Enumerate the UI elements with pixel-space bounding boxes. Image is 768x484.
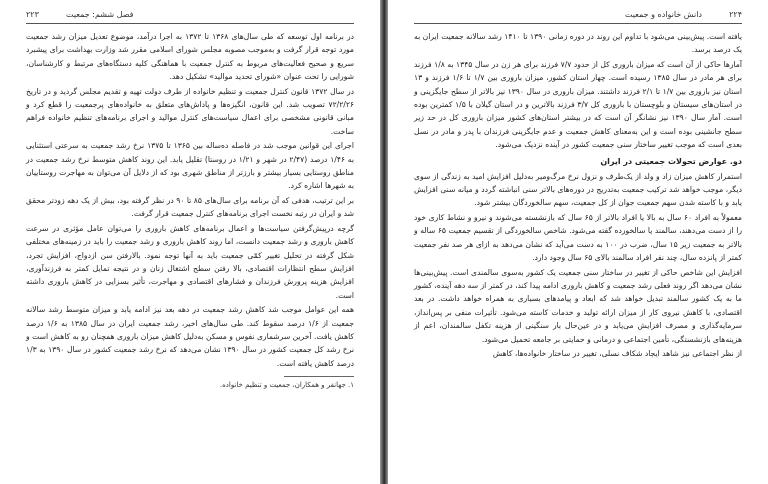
left-footnote: ۱. جهانفر و همکاران، جمعیت و تنظیم خانواده.: [219, 381, 354, 390]
left-page-header: [26, 10, 354, 24]
left-paragraph-2: در سال ۱۳۷۲ قانون کنترل جمعیت و تنظیم خانواده از طرف دولت تهیه و تقدیم مجلس گردید و در تاریخ ۷۲/۲/۲۶ تصویب شد. این قانون، انگیزه‌ها و پاداش‌های متعلق به خانواده‌های پرجمعیت را قطع کرد و مبانی قانونی مشخصی برای اعمال سیاست‌های کنترل موالید و اجرای برنامه‌های تنظیم خانواده فراهم ساخت.: [26, 86, 354, 136]
right-page: [388, 0, 768, 484]
left-paragraph-3: اجرای این قوانین موجب شد در فاصله ده‌ساله بین ۱۳۶۵ تا ۱۳۷۵ نرخ رشد جمعیت به سرعتی استثنایی به ۱/۴۶ درصد (۲/۴۷ در شهر و ۱/۲۱ در روستا) تقلیل یابد. این روند کاهش متوسط نرخ رشد جمعیت در مناطق روستایی بسیار بیشتر و بارزتر از مناطق شهری بود که از دلایل آن می‌توان به مهاجرت روستاییان به شهرها اشاره کرد.: [26, 141, 354, 191]
right-paragraph-6: از نظر اجتماعی نیز شاهد ایجاد شکاف نسلی، تغییر در ساختار خانواده‌ها، کاهش: [492, 348, 742, 358]
right-page-number: ۲۲۴: [729, 10, 742, 19]
left-page-number: ۲۲۳: [26, 10, 39, 19]
left-paragraph-6: همه این عوامل موجب شد کاهش رشد جمعیت در دهه بعد نیز ادامه یابد و میزان متوسط رشد سالانه جمعیت از ۱/۶ درصد سقوط کند. طی سال‌های اخیر، رشد جمعیت ایران در سال ۱۳۸۵ به ۱/۶ درصد کاهش یافت. آخرین سرشماری نفوس و مسکن به‌دلیل کاهش میزان باروری همچنان رو به کاهش است و نرخ رشد کل جمعیت کشور در سال ۱۳۹۰ نشان می‌دهد که نرخ رشد جمعیت کشور در سال ۱۳۹۰ به ۱/۳ درصد کاهش یافته است.: [26, 305, 355, 368]
right-paragraph-3: استمرار کاهش میزان زاد و ولد از یک‌طرف و نزول نرخ مرگ‌ومیر به‌دلیل افزایش امید به زندگی از سوی دیگر، موجب خواهد شد ترکیب جمعیت به‌تدریج در دوره‌های بالاتر سنی انباشته گردد و میانه سنی افزایش یابد و با کاسته شدن سهم جمعیت جوان از کل جمعیت، سهم سالخوردگان بیشتر شود.: [414, 171, 742, 208]
left-page: [0, 0, 380, 484]
left-paragraph-4: بر این ترتیب، هدفی که آن برنامه برای سال‌های ۸۵ تا ۹۰ در نظر گرفته بود، بیش از یک دهه زودتر محقق شد و ایران در رتبه نخست اجرای برنامه‌های کنترل جمعیت قرار گرفت.: [26, 195, 354, 219]
footnote-rule: [284, 376, 354, 377]
right-paragraph-4: معمولاً به افراد ۶۰ سال به بالا یا افراد بالاتر از ۶۵ سال که بازنشسته می‌شوند و نیرو و نشاط کاری خود را از دست می‌دهند، سالمند یا سالخورده گفته می‌شود. شاخص سالخوردگی از تقسیم جمعیت ۶۵ ساله و بالاتر به جمعیت زیر ۱۵ سال، ضرب در ۱۰۰ به دست می‌آید که نشان می‌دهد به ازای هر صد نفر جمعیت کمتر از پانزده سال، چند نفر افراد سالمند بالای ۶۵ سال وجود دارد.: [414, 212, 743, 263]
right-page-body: [414, 30, 742, 478]
right-running-title: دانش خانواده و جمعیت: [624, 10, 702, 19]
left-paragraph-1: در برنامه اول توسعه که طی سال‌های ۱۳۶۸ تا ۱۳۷۲ به اجرا درآمد، موضوع تعدیل میزان رشد جمعیت مورد توجه قرار گرفت و به‌موجب مصوبه مجلس شورای اسلامی مقرر شد وزارت بهداشت برای پیشبرد سریع و صحیح فعالیت‌های مربوط به کنترل جمعیت با هماهنگی کلیه دستگاه‌های مرتبط و کارشناسان، شورایی را تحت عنوان «شورای تحدید موالید» تشکیل دهد.: [26, 32, 355, 82]
right-paragraph-5: افزایش این شاخص حاکی از تغییر در ساختار سنی جمعیت یک کشور به‌سوی سالمندی است. پیش‌بینی‌ها نشان می‌دهد اگر روند فعلی رشد جمعیت و کاهش باروری ادامه پیدا کند، در کمتر از سه دهه آینده، کشور ما به یک کشور سالمند تبدیل خواهد شد که ابعاد و پیامدهای بسیاری به همراه خواهد داشت. در بعد اقتصادی، با کاهش نیروی کار از میزان ارائه تولید و خدمات کاسته می‌شود. تأثیرات منفی بر پس‌انداز، سرمایه‌گذاری و مصرف افزایش می‌یابد و در عین‌حال بار سنگینی از هزینه تکفل سالمندان، اعم از هزینه‌های بازنشستگی، تأمین اجتماعی و درمانی و حمایتی بر جامعه تحمیل می‌شود.: [414, 267, 742, 344]
right-header-rule: [414, 23, 742, 24]
left-page-body: [26, 30, 354, 478]
right-paragraph-1: یافته است. پیش‌بینی می‌شود با تداوم این روند در دوره زمانی ۱۳۹۰ تا ۱۴۱۰ رشد سالانه جمعیت ایران به یک درصد برسد.: [414, 32, 742, 55]
right-page-header: [414, 10, 742, 24]
left-paragraph-5: گرچه درپیش‌گرفتن سیاست‌ها و اعمال برنامه‌های کاهش باروری را می‌توان عامل مؤثری در سرعت کاهش باروری و رشد جمعیت دانست، اما روند کاهش باروری و رشد جمعیت را باید در زمینه‌های مختلفی شکل گرفته در تحلیل تغییر کمّی جمعیت باید به آنها توجه نمود. بالارفتن سن ازدواج، افزایش تجرد، افزایش سطح انتظارات اقتصادی، بالا رفتن سطح اشتغال زنان و در نتیجه تمایل کمتر به فرزندآوری، افزایش هزینه پرورش فرزندان و فشارهای اقتصادی و مهاجرت، تأثیر بسزایی در کاهش باروری داشته است.: [26, 223, 354, 300]
book-gutter: [380, 0, 388, 484]
right-paragraph-2: آمارها حاکی از آن است که میزان باروری کل از حدود ۷/۷ فرزند برای هر زن در سال ۱۳۴۵ به ۱/۸ فرزند برای هر مادر در سال ۱۳۸۵ رسیده است. چهار استان کشور، میزان باروری بین ۱/۷ تا ۱/۶ فرزند و ۱۳ استان نیز باروری بین ۱/۷ تا ۲/۱ فرزند داشتند. میزان باروری در سال ۱۳۹۰ نیز بالاتر از سطح جایگزینی و در استان‌های سیستان و بلوچستان با باروری کل ۳/۷ فرزند بالاترین و در استان گیلان با ۱/۵ کمترین بوده است. آمار سال ۱۳۹۰ نیز نشانگر آن است که در بیشتر استان‌های کشور میزان باروری کل در حد زیر سطح جانشینی بوده است و این به‌معنای کاهش جمعیت و عدم جایگزینی فرزندان با پدر و مادر در نسل بعدی است که موجب تغییر ساختار سنی جمعیت کشور در آینده نزدیک می‌شود.: [414, 59, 743, 150]
left-running-title: فصل ششم: جمعیت: [66, 10, 134, 19]
left-header-rule: [26, 23, 354, 24]
section-heading: دو. عوارض تحولات جمعیتی در ایران: [600, 156, 742, 166]
